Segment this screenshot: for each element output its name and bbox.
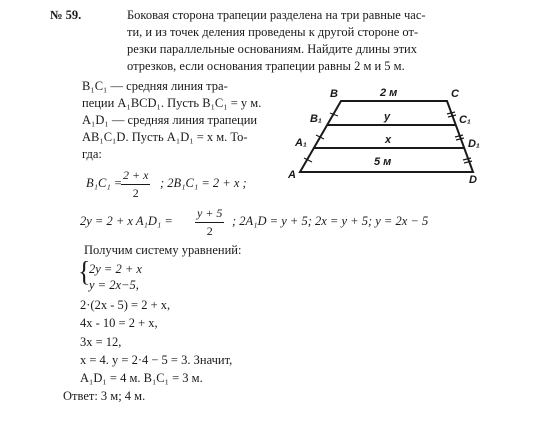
step-1: 2·(2x - 5) = 2 + x, (80, 298, 171, 312)
system-intro: Получим систему уравнений: (84, 243, 242, 257)
vertex-label-b1: B₁ (310, 113, 322, 125)
solution-line-3: A₁D₁ — средняя линия трапеции (82, 113, 258, 127)
eq1-lhs: B₁C₁ = (86, 176, 123, 190)
problem-text-line-2: ти, и из точек деления проведены к другой стороне от- (127, 25, 419, 39)
system-eq-2: y = 2x−5, (89, 278, 139, 292)
vertex-label-c: C (451, 88, 459, 100)
solution-line-4: AB₁C₁D. Пусть A₁D₁ = x м. То- (82, 130, 248, 144)
system-brace: { (78, 255, 91, 288)
solution-line-1: B₁C₁ — средняя линия тра- (82, 79, 228, 93)
step-2: 4x - 10 = 2 + x, (80, 316, 158, 330)
system-eq-1: 2y = 2 + x (89, 262, 142, 276)
step-5: A₁D₁ = 4 м. B₁C₁ = 3 м. (80, 371, 203, 385)
problem-text-line-3: резки параллельные основаниям. Найдите длины этих (127, 42, 417, 56)
solution-line-5: гда: (82, 147, 102, 161)
problem-text-line-4: отрезков, если основания трапеции равны 2 м и 5 м. (127, 59, 405, 73)
problem-text-line-1: Боковая сторона трапеции разделена на три равные час- (127, 8, 426, 22)
tick-mark-right-3b (464, 161, 472, 163)
vertex-label-a: A (288, 169, 296, 181)
segment-label-x: x (385, 134, 392, 146)
vertex-label-a1: A₁ (295, 137, 307, 149)
solution-line-2: пеции A₁BCD₁. Пусть B₁C₁ = y м. (82, 96, 262, 110)
vertex-label-d: D (469, 174, 477, 186)
problem-number: № 59. (50, 8, 82, 22)
segment-label-y: y (384, 111, 391, 123)
eq1-rhs: ; 2B₁C₁ = 2 + x ; (160, 176, 247, 190)
step-4: x = 4. y = 2·4 − 5 = 3. Значит, (80, 353, 233, 367)
vertex-label-b: B (330, 88, 338, 100)
eq2-numerator: y + 5 (197, 206, 223, 220)
vertex-label-c1: C₁ (459, 114, 471, 126)
answer: Ответ: 3 м; 4 м. (63, 389, 146, 403)
segment-label-top: 2 м (380, 87, 398, 99)
eq2-part2: ; 2A₁D = y + 5; 2x = y + 5; y = 2x − 5 (232, 214, 429, 228)
vertex-label-d1: D₁ (468, 138, 480, 150)
eq1-denominator: 2 (132, 186, 139, 200)
eq2-part1: 2y = 2 + x A₁D₁ = (80, 214, 173, 228)
segment-label-bottom: 5 м (374, 156, 392, 168)
eq2-denominator: 2 (206, 224, 213, 238)
eq1-numerator: 2 + x (123, 168, 149, 182)
step-3: 3x = 12, (80, 335, 122, 349)
